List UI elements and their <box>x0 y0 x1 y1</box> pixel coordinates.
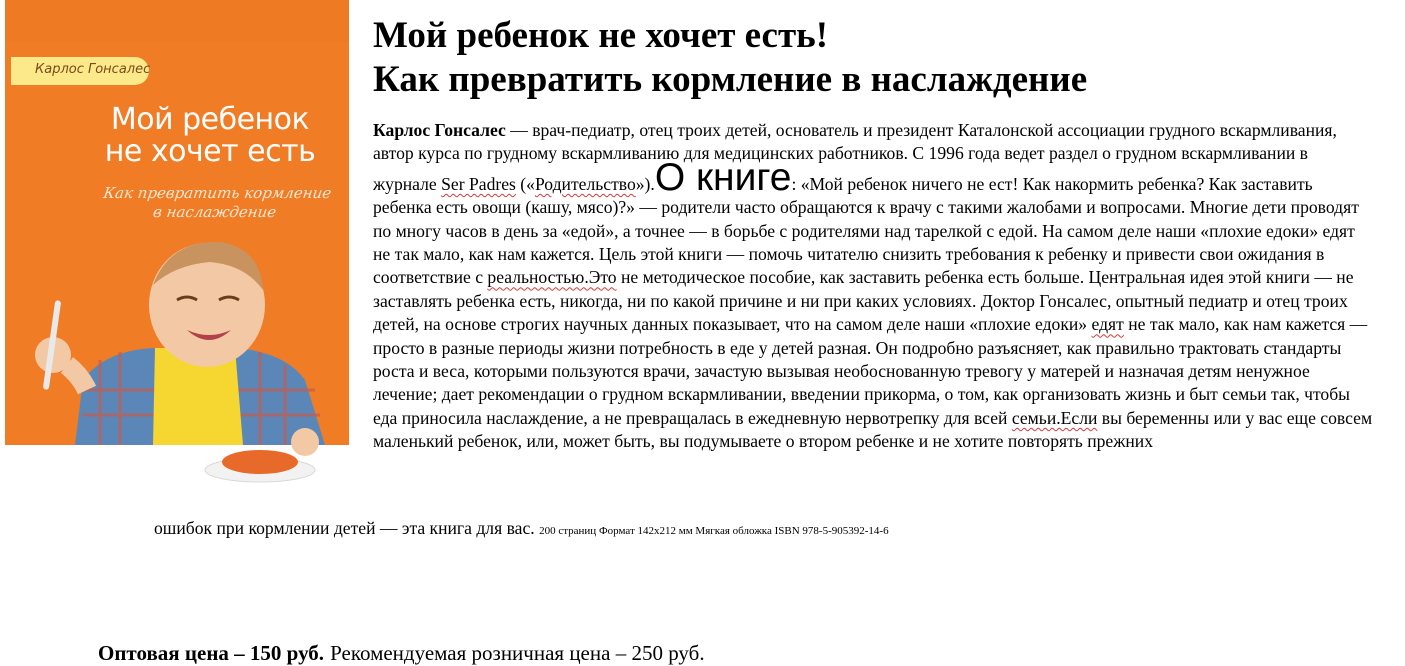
book-specs: 200 страниц Формат 142х212 мм Мягкая обложка ISBN 978-5-905392-14-6 <box>539 525 889 537</box>
about-text-1: : «Мой ребенок ничего не ест! Как накормить ребенка? Как заставить ребенка есть овощи (кашу, мясо)?» — родители часто обращаются к врачу с такими жалобами и вопросами. Многие дети проводят по многу часов в день за «едой», а точнее — в борьбе с родителями над тарелкой с едой. На самом деле наши «плохие едоки» едят не так мало, как нам кажется. Цель этой книги — помочь читателю снизить требования к ребенку и привести свои ожидания в соответствие с <box>373 173 1359 288</box>
book-cover-image <box>5 0 349 506</box>
child-arm <box>67 365 87 390</box>
author-bio-close: »). <box>635 173 655 194</box>
about-text-3: не так мало, как нам кажется — просто в разные периоды жизни потребность в еде у детей разная. Он подробно разъясняет, как правильно трактовать стандарты роста и веса, которыми пользуются врачи, зачастую вызывая необоснованную тревогу у матерей и назначая детям ненужное лечение; дает рекомендации о грудном вскармливании, введении прикорма, о том, как организовать жизнь и быт семьи так, чтобы еда приносила наслаждение, а не превращалась в ежедневную нервотрепку для всей <box>373 314 1368 428</box>
spellcheck-word-eat: едят <box>1091 314 1124 335</box>
magazine-name: Ser Padres <box>441 173 516 194</box>
author-name: Карлос Гонсалес <box>373 120 506 140</box>
description-last-line <box>154 517 889 543</box>
cover-subtitle-line2: в наслаждение <box>151 203 278 221</box>
title-line1: Мой ребенок не хочет есть! <box>373 15 829 56</box>
price-line <box>98 641 705 666</box>
cover-top-band <box>5 0 349 42</box>
about-label: О книге <box>654 155 792 199</box>
magazine-translation: Родительство <box>534 173 636 194</box>
wholesale-price: Оптовая цена – 150 руб. <box>98 641 325 665</box>
spellcheck-word-reality: реальностью.Это <box>487 267 617 288</box>
cover-title-line1: Мой ребенок <box>110 102 310 137</box>
cover-title <box>85 104 335 168</box>
cover-author: Карлос Гонсалес <box>35 62 151 77</box>
page-title <box>373 14 1087 102</box>
title-line2: Как превратить кормление в наслаждение <box>373 59 1088 100</box>
cover-subtitle-line1: Как превратить кормление <box>102 184 333 202</box>
spellcheck-word-family: семьи.Если <box>1011 407 1098 428</box>
cover-subtitle <box>98 184 333 222</box>
cover-author-tag <box>11 57 149 85</box>
about-text-2: не методическое пособие, как заставить ребенка есть больше. Центральная идея этой книги — не заставлять ребенка есть, никогда, ни по какой причине и ни при каких условиях. Доктор Гонсалес, опытный педиатр и отец троих детей, на основе строгих научных данных показывает, что на самом деле наши «плохие едоки» <box>373 267 1354 335</box>
about-text-4: вы беременны или у вас еще совсем маленький ребенок, или, может быть, вы подумываете о втором ребенке и не хотите повторять прежних <box>373 407 1373 452</box>
book-description <box>373 119 1375 454</box>
retail-price: Рекомендуемая розничная цена – 250 руб. <box>330 641 705 665</box>
child-hand-right <box>291 428 319 456</box>
food <box>222 450 298 474</box>
author-bio: — врач-педиатр, отец троих детей, основатель и президент Каталонской ассоциации грудного вскармливания, автор курса по грудному вскармливанию для медицинских работников. С 1996 года ведет раздел о грудном вскармливании в журнале <box>373 120 1337 194</box>
cover-child-illustration <box>5 230 349 506</box>
cover-title-line2: не хочет есть <box>104 134 316 169</box>
closing-sentence: ошибок при кормлении детей — эта книга для вас. <box>154 518 535 538</box>
author-bio-open: (« <box>515 173 535 194</box>
